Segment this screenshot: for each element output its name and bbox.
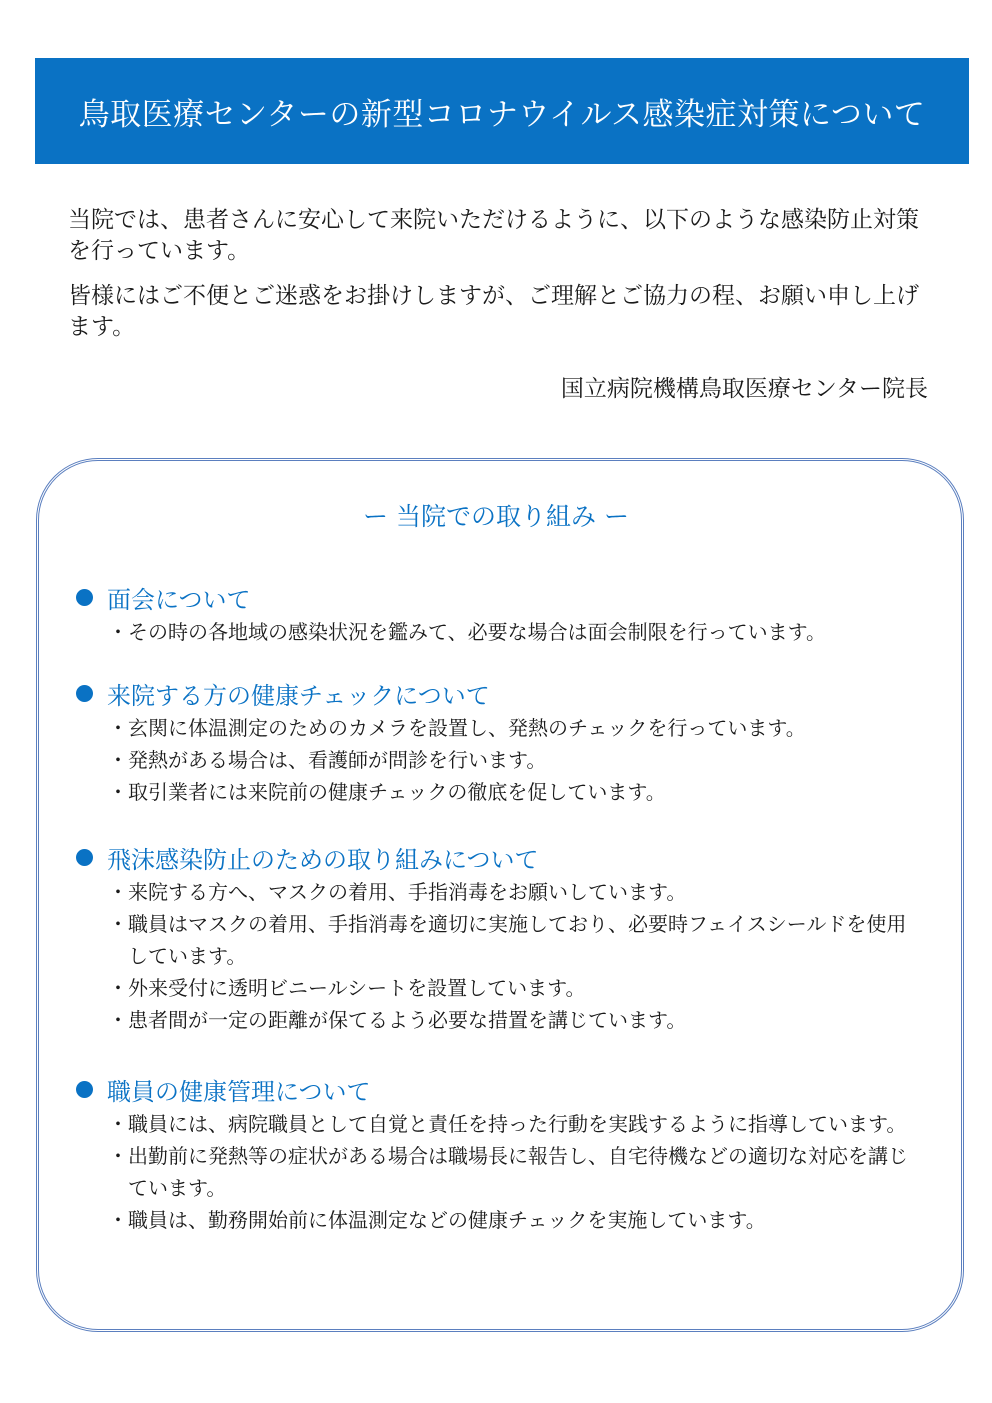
section-heading (76, 580, 916, 614)
section-items (76, 712, 916, 808)
bullet-dot-icon (76, 589, 93, 606)
intro-paragraph-2: 皆様にはご不便とご迷惑をお掛けしますが、ご理解とご協力の程、お願い申し上げます。 (68, 283, 919, 340)
bullet-mark: ・ (108, 780, 128, 804)
bullet-dot-icon (76, 849, 93, 866)
page-title: 鳥取医療センターの新型コロナウイルス感染症対策について (78, 96, 926, 133)
section-items (76, 1108, 916, 1236)
bullet-dot-icon (76, 685, 93, 702)
bullet-mark: ・ (108, 976, 128, 1000)
section-heading (76, 1072, 916, 1106)
intro-text (68, 205, 928, 357)
section-items (76, 876, 916, 1036)
list-item (76, 744, 916, 776)
item-text: 取引業者には来院前の健康チェックの徹底を促しています。 (128, 780, 666, 804)
item-text: 職員には、病院職員として自覚と責任を持った行動を実践するように指導しています。 (128, 1112, 907, 1136)
bullet-mark: ・ (108, 1112, 128, 1136)
section-health-check (76, 676, 916, 808)
title-banner (35, 58, 969, 164)
section-title: 来院する方の健康チェックについて (107, 681, 490, 710)
bullet-mark: ・ (108, 1208, 128, 1232)
item-text: 発熱がある場合は、看護師が問診を行います。 (128, 748, 547, 772)
section-title: 飛沫感染防止のための取り組みについて (107, 845, 539, 874)
item-text: その時の各地域の感染状況を鑑みて、必要な場合は面会制限を行っています。 (128, 620, 826, 644)
section-droplet-prevention (76, 840, 916, 1036)
section-heading (76, 840, 916, 874)
item-text: 患者間が一定の距離が保てるよう必要な措置を講じています。 (128, 1008, 687, 1032)
list-item (76, 908, 916, 972)
bullet-mark: ・ (108, 620, 128, 644)
section-items (76, 616, 916, 648)
bullet-mark: ・ (108, 748, 128, 772)
list-item (76, 972, 916, 1004)
section-title: 面会について (107, 585, 251, 614)
bullet-mark: ・ (108, 1008, 128, 1032)
list-item (76, 1108, 916, 1140)
section-heading (76, 676, 916, 710)
intro-paragraph-1: 当院では、患者さんに安心して来院いただけるように、以下のような感染防止対策を行っています。 (68, 207, 919, 264)
list-item (76, 1004, 916, 1036)
section-staff-health (76, 1072, 916, 1236)
list-item (76, 776, 916, 808)
item-text: 来院する方へ、マスクの着用、手指消毒をお願いしています。 (128, 880, 687, 904)
item-text: 外来受付に透明ビニールシートを設置しています。 (128, 976, 586, 1000)
list-item (76, 1204, 916, 1236)
section-title: 職員の健康管理について (107, 1077, 371, 1106)
item-text: 職員は、勤務開始前に体温測定などの健康チェックを実施しています。 (128, 1208, 766, 1232)
list-item (76, 616, 916, 648)
list-item (76, 876, 916, 908)
section-visiting (76, 580, 916, 648)
item-text: 職員はマスクの着用、手指消毒を適切に実施しており、必要時フェイスシールドを使用しています。 (128, 912, 907, 968)
signature: 国立病院機構鳥取医療センター院長 (560, 376, 928, 402)
bullet-dot-icon (76, 1081, 93, 1098)
item-text: 玄関に体温測定のためのカメラを設置し、発熱のチェックを行っています。 (128, 716, 806, 740)
bullet-mark: ・ (108, 912, 128, 936)
measures-title: ー 当院での取り組み ー (363, 502, 629, 531)
list-item (76, 712, 916, 744)
item-text: 出勤前に発熱等の症状がある場合は職場長に報告し、自宅待機などの適切な対応を講じています。 (128, 1144, 908, 1200)
bullet-mark: ・ (108, 1144, 128, 1168)
list-item (76, 1140, 916, 1204)
bullet-mark: ・ (108, 880, 128, 904)
bullet-mark: ・ (108, 716, 128, 740)
